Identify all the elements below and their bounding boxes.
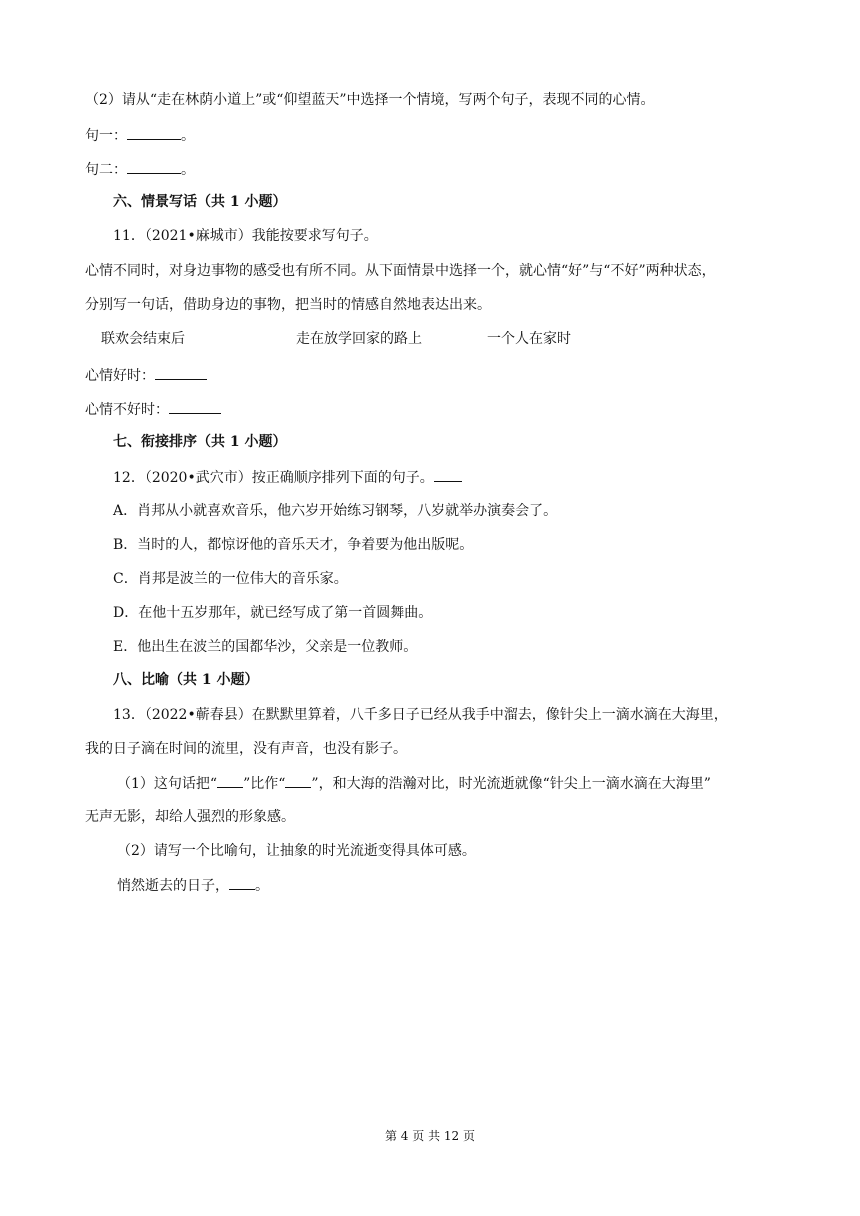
q11-line2: 分别写一句话，借助身边的事物，把当时的情感自然地表达出来。: [85, 297, 491, 313]
p1-text-b: ”比作“: [243, 776, 286, 792]
answer-prefix: 悄然逝去的日子，: [117, 878, 229, 894]
option-d: D．在他十五岁那年，就已经写成了第一首圆舞曲。: [113, 605, 433, 621]
q11-head: 11．（2021•麻城市）我能按要求写句子。: [113, 228, 378, 244]
p1-text-c: ”，和大海的浩瀚对比，时光流逝就像“针尖上一滴水滴在大海里”: [311, 776, 711, 792]
answer-blank[interactable]: [127, 125, 181, 140]
answer-blank[interactable]: [155, 365, 207, 380]
footer-post: 页: [463, 1129, 476, 1143]
q11-line1: 心情不同时，对身边事物的感受也有所不同。从下面情景中选择一个，就心情“好”与“不好”两种状态，: [85, 263, 716, 279]
end-mark: 。: [255, 878, 269, 894]
q13-part1-line2: 无声无影，却给人强烈的形象感。: [85, 809, 295, 825]
q13-part1: [117, 773, 711, 794]
q10-sentence1: [85, 125, 195, 146]
option-e: E．他出生在波兰的国都华沙，父亲是一位教师。: [113, 639, 418, 655]
footer-pre: 第: [384, 1129, 397, 1143]
sentence2-label: 句二：: [85, 162, 127, 178]
section6-title: 六、情景写话（共 1 小题）: [113, 194, 287, 210]
p1-text-a: （1）这句话把“: [117, 776, 218, 792]
scene-3: 一个人在家时: [487, 331, 571, 347]
q13-line1: 13．（2022•蕲春县）在默默里算着，八千多日子已经从我手中溜去，像针尖上一滴水滴在大海里，: [113, 707, 728, 723]
answer-blank[interactable]: [285, 773, 311, 788]
footer-mid: 页 共: [412, 1129, 441, 1143]
option-c: C．肖邦是波兰的一位伟大的音乐家。: [113, 571, 348, 587]
page-footer: [0, 1128, 860, 1144]
q12-head: [113, 467, 462, 488]
section7-title: 七、衔接排序（共 1 小题）: [113, 434, 287, 450]
option-a: A．肖邦从小就喜欢音乐，他六岁开始练习钢琴，八岁就举办演奏会了。: [113, 503, 558, 519]
q13-line2: 我的日子滴在时间的流里，没有声音，也没有影子。: [85, 741, 407, 757]
answer-blank[interactable]: [434, 467, 462, 482]
q13-part2-answer: [117, 875, 269, 896]
sentence1-label: 句一：: [85, 128, 127, 144]
end-mark: 。: [181, 128, 195, 144]
end-mark: 。: [181, 162, 195, 178]
q10-part2-prompt: （2）请从“走在林荫小道上”或“仰望蓝天”中选择一个情境，写两个句子，表现不同的心情。: [85, 92, 655, 108]
answer-blank[interactable]: [229, 875, 255, 890]
good-mood-line: [85, 365, 207, 386]
q13-part2: （2）请写一个比喻句，让抽象的时光流逝变得具体可感。: [117, 843, 476, 859]
option-b: B．当时的人，都惊讶他的音乐天才，争着要为他出版呢。: [113, 537, 474, 553]
page-number: 4: [400, 1129, 409, 1143]
section8-title: 八、比喻（共 1 小题）: [113, 672, 259, 688]
bad-mood-label: 心情不好时：: [85, 402, 169, 418]
answer-blank[interactable]: [127, 159, 181, 174]
q10-sentence2: [85, 159, 195, 180]
answer-blank[interactable]: [169, 399, 221, 414]
bad-mood-line: [85, 399, 221, 420]
good-mood-label: 心情好时：: [85, 368, 155, 384]
total-pages: 12: [443, 1129, 460, 1143]
answer-blank[interactable]: [217, 773, 243, 788]
scene-2: 走在放学回家的路上: [296, 331, 422, 347]
q12-head-text: 12．（2020•武穴市）按正确顺序排列下面的句子。: [113, 470, 434, 486]
scene-1: 联欢会结束后: [101, 331, 185, 347]
